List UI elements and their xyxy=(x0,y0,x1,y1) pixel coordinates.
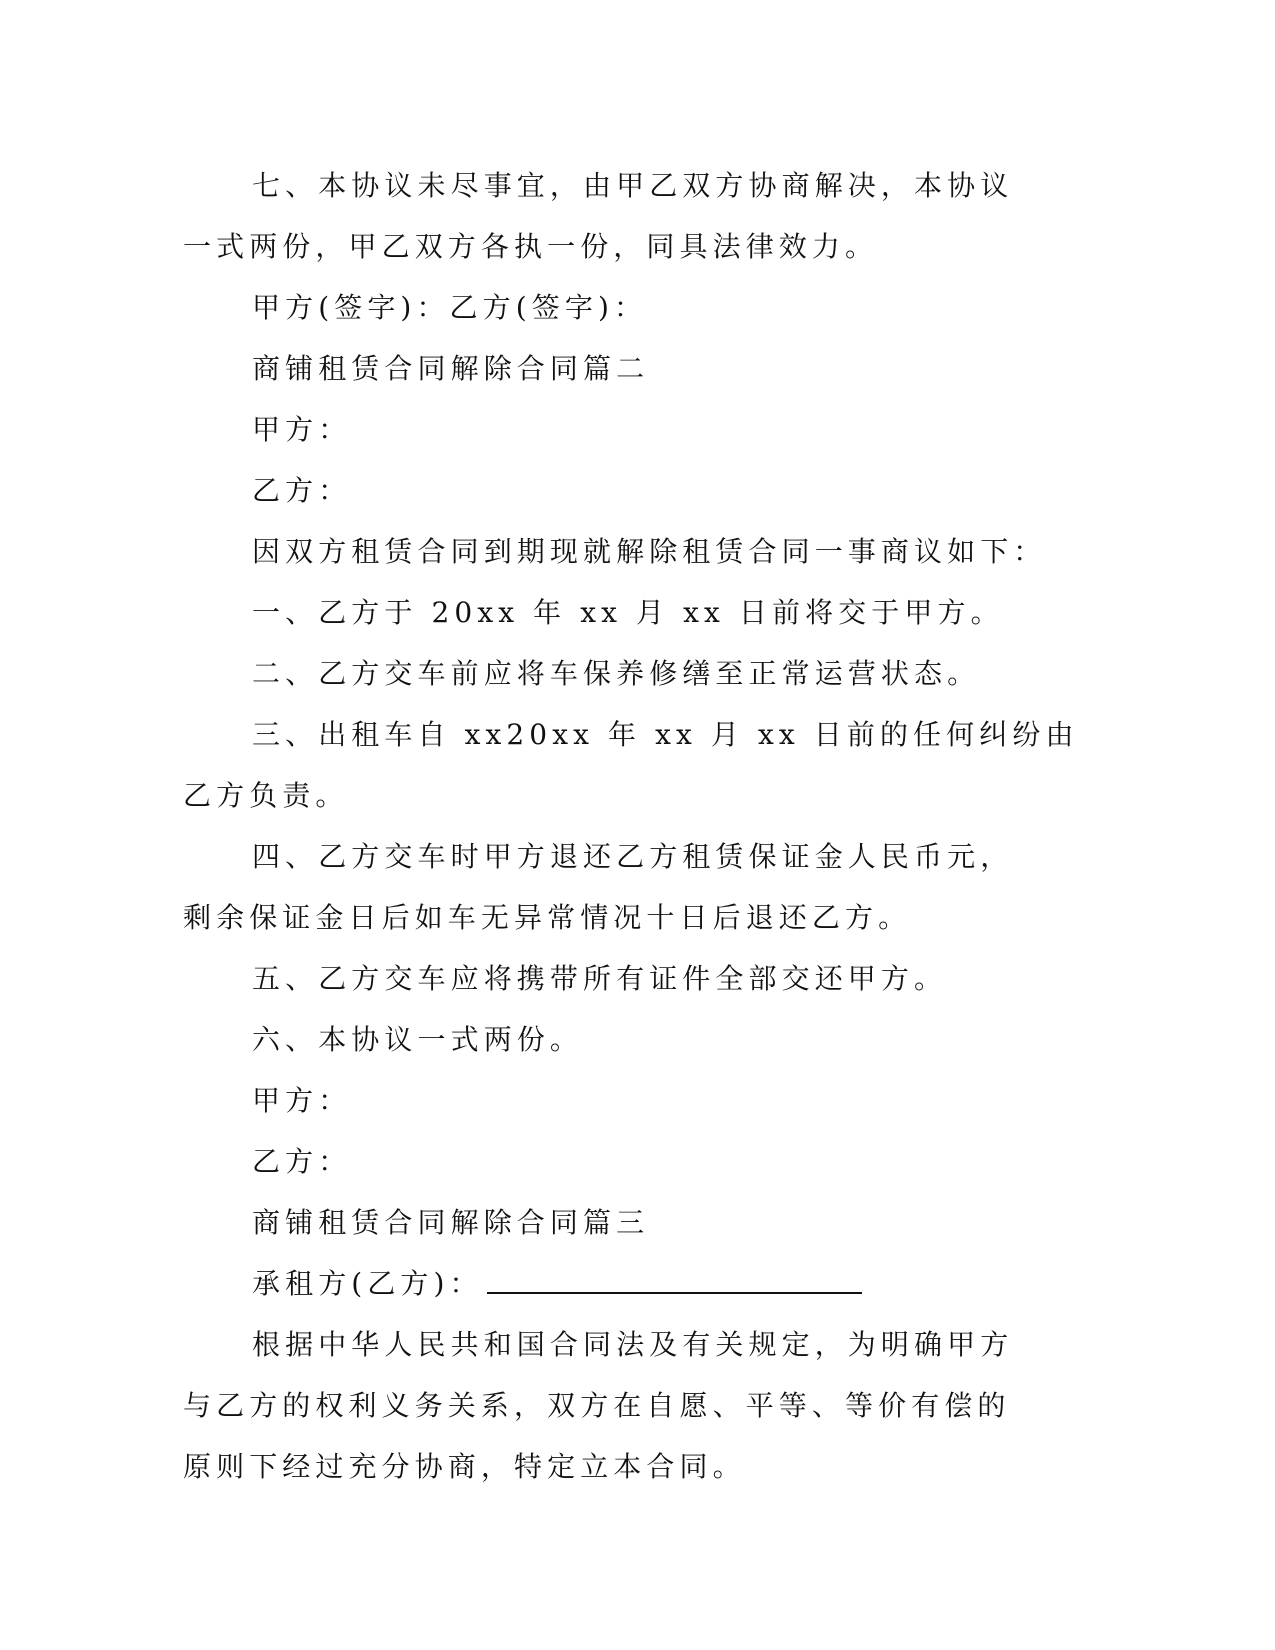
paragraph-party-b-2: 乙方： xyxy=(252,1145,352,1178)
paragraph-clause-four: 四、乙方交车时甲方退还乙方租赁保证金人民币元，剩余保证金日后如车无异常情况十日后退还乙方。 xyxy=(183,840,1014,934)
paragraph-clause-five: 五、乙方交车应将携带所有证件全部交还甲方。 xyxy=(252,962,948,995)
paragraph-clause-two: 二、乙方交车前应将车保养修缮至正常运营状态。 xyxy=(252,657,981,690)
lessee-blank-line xyxy=(487,1266,862,1294)
paragraph-clause-seven: 七、本协议未尽事宜，由甲乙双方协商解决，本协议一式两份，甲乙双方各执一份，同具法律效力。 xyxy=(183,169,1014,263)
paragraph-clause-six: 六、本协议一式两份。 xyxy=(252,1023,584,1056)
paragraph-clause-one: 一、乙方于 20xx 年 xx 月 xx 日前将交于甲方。 xyxy=(252,596,1004,629)
section-heading-part-two: 商铺租赁合同解除合同篇二 xyxy=(252,352,650,385)
document-body xyxy=(183,155,1083,1497)
paragraph-party-a: 甲方： xyxy=(252,413,352,446)
paragraph-party-b: 乙方： xyxy=(252,474,352,507)
section-heading-part-three: 商铺租赁合同解除合同篇三 xyxy=(252,1206,650,1239)
paragraph-clause-three: 三、出租车自 xx20xx 年 xx 月 xx 日前的任何纠纷由乙方负责。 xyxy=(183,718,1079,812)
paragraph-party-a-2: 甲方： xyxy=(252,1084,352,1117)
paragraph-lessee xyxy=(183,1253,1083,1314)
paragraph-signature-line: 甲方(签字)：乙方(签字)： xyxy=(252,291,648,324)
lessee-label: 承租方(乙方)： xyxy=(252,1267,483,1300)
paragraph-preamble: 根据中华人民共和国合同法及有关规定，为明确甲方与乙方的权利义务关系，双方在自愿、平等、等价有偿的原则下经过充分协商，特定立本合同。 xyxy=(183,1328,1014,1483)
paragraph-intro: 因双方租赁合同到期现就解除租赁合同一事商议如下： xyxy=(252,535,1047,568)
